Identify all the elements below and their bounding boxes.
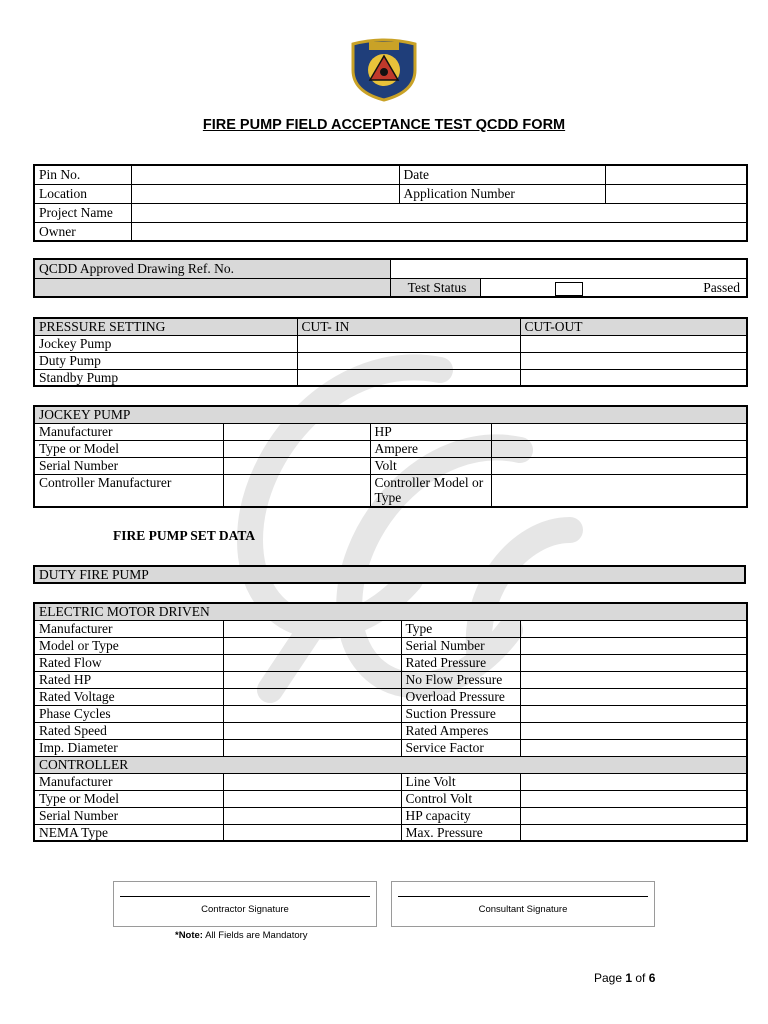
location-field[interactable] [131, 184, 399, 203]
test-status-label: Test Status [390, 278, 480, 297]
page-number: 1 [625, 971, 633, 985]
consultant-signature-box[interactable] [391, 881, 655, 927]
controller-row-left-field[interactable] [223, 773, 401, 790]
motor-row-left-label: Phase Cycles [34, 705, 223, 722]
project-name-field[interactable] [131, 203, 747, 222]
drawing-ref-label: QCDD Approved Drawing Ref. No. [34, 259, 390, 278]
jockey-volt-field[interactable] [491, 457, 747, 474]
motor-row-right-label: Overload Pressure [401, 688, 520, 705]
pin-no-label: Pin No. [34, 165, 131, 184]
motor-row-right-label: Service Factor [401, 739, 520, 756]
jockey-serial-field[interactable] [223, 457, 370, 474]
consultant-signature-line [398, 896, 648, 897]
controller-row-right-label: Control Volt [401, 790, 520, 807]
motor-row-right-field[interactable] [520, 620, 747, 637]
jockey-type-label: Type or Model [34, 440, 223, 457]
standby-pump-label: Standby Pump [34, 369, 297, 386]
duty-fire-pump-header: DUTY FIRE PUMP [34, 566, 745, 583]
duty-cut-in-field[interactable] [297, 352, 520, 369]
jockey-controller-model-label: Controller Model or Type [370, 474, 491, 507]
mandatory-note [175, 930, 308, 941]
motor-row-left-label: Rated Speed [34, 722, 223, 739]
motor-row-left-field[interactable] [223, 620, 401, 637]
jockey-ampere-label: Ampere [370, 440, 491, 457]
page-prefix: Page [594, 971, 626, 985]
jockey-cut-in-field[interactable] [297, 335, 520, 352]
owner-field[interactable] [131, 222, 747, 241]
application-number-label: Application Number [399, 184, 605, 203]
motor-row-right-field[interactable] [520, 705, 747, 722]
motor-row-left-field[interactable] [223, 705, 401, 722]
motor-row-left-label: Imp. Diameter [34, 739, 223, 756]
owner-label: Owner [34, 222, 131, 241]
motor-row-left-label: Rated Flow [34, 654, 223, 671]
motor-row-left-label: Manufacturer [34, 620, 223, 637]
drawing-ref-table [33, 258, 748, 298]
jockey-hp-label: HP [370, 423, 491, 440]
jockey-type-field[interactable] [223, 440, 370, 457]
electric-motor-table [33, 602, 748, 842]
contractor-signature-line [120, 896, 370, 897]
duty-pump-label: Duty Pump [34, 352, 297, 369]
jockey-pump-header: JOCKEY PUMP [34, 406, 747, 423]
motor-row-right-label: Rated Amperes [401, 722, 520, 739]
controller-row-right-field[interactable] [520, 807, 747, 824]
page-total: 6 [648, 971, 656, 985]
pressure-setting-header: PRESSURE SETTING [34, 318, 297, 335]
motor-row-right-field[interactable] [520, 688, 747, 705]
controller-row-right-field[interactable] [520, 824, 747, 841]
controller-row-right-label: HP capacity [401, 807, 520, 824]
jockey-controller-model-field[interactable] [491, 474, 747, 507]
jockey-pump-label: Jockey Pump [34, 335, 297, 352]
date-field[interactable] [605, 165, 747, 184]
controller-row-right-label: Max. Pressure [401, 824, 520, 841]
jockey-serial-label: Serial Number [34, 457, 223, 474]
motor-row-left-field[interactable] [223, 722, 401, 739]
form-title: FIRE PUMP FIELD ACCEPTANCE TEST QCDD FORM [202, 117, 566, 133]
motor-row-right-label: Serial Number [401, 637, 520, 654]
motor-row-left-field[interactable] [223, 654, 401, 671]
passed-label: Passed [703, 279, 740, 295]
passed-checkbox[interactable] [555, 282, 583, 296]
consultant-signature-label: Consultant Signature [478, 904, 568, 915]
page-of: of [632, 971, 649, 985]
drawing-ref-blank [34, 278, 390, 297]
project-name-label: Project Name [34, 203, 131, 222]
note-prefix: *Note: [175, 930, 203, 941]
location-label: Location [34, 184, 131, 203]
controller-row-left-label: Serial Number [34, 807, 223, 824]
contractor-signature-label: Contractor Signature [201, 904, 289, 915]
motor-row-right-field[interactable] [520, 637, 747, 654]
motor-row-right-label: No Flow Pressure [401, 671, 520, 688]
general-info-table [33, 164, 748, 242]
jockey-controller-manufacturer-label: Controller Manufacturer [34, 474, 223, 507]
motor-row-left-field[interactable] [223, 671, 401, 688]
motor-row-right-label: Rated Pressure [401, 654, 520, 671]
duty-fire-pump-table [33, 565, 746, 584]
controller-row-left-field[interactable] [223, 824, 401, 841]
motor-row-left-field[interactable] [223, 637, 401, 654]
page-indicator [594, 971, 655, 985]
controller-row-left-field[interactable] [223, 790, 401, 807]
date-label: Date [399, 165, 605, 184]
jockey-hp-field[interactable] [491, 423, 747, 440]
electric-motor-header: ELECTRIC MOTOR DRIVEN [34, 603, 747, 620]
pin-no-field[interactable] [131, 165, 399, 184]
jockey-manufacturer-label: Manufacturer [34, 423, 223, 440]
cut-in-header: CUT- IN [297, 318, 520, 335]
drawing-ref-field[interactable] [390, 259, 747, 278]
set-data-subtitle: FIRE PUMP SET DATA [113, 528, 256, 543]
motor-row-right-field[interactable] [520, 654, 747, 671]
motor-row-left-field[interactable] [223, 688, 401, 705]
civil-defence-logo [345, 36, 423, 102]
application-number-field[interactable] [605, 184, 747, 203]
standby-cut-in-field[interactable] [297, 369, 520, 386]
jockey-cut-out-field[interactable] [520, 335, 747, 352]
controller-row-left-label: Manufacturer [34, 773, 223, 790]
controller-header: CONTROLLER [34, 756, 747, 773]
controller-row-left-label: Type or Model [34, 790, 223, 807]
motor-row-left-label: Rated HP [34, 671, 223, 688]
jockey-manufacturer-field[interactable] [223, 423, 370, 440]
controller-row-right-field[interactable] [520, 790, 747, 807]
cut-out-header: CUT-OUT [520, 318, 747, 335]
motor-row-right-field[interactable] [520, 671, 747, 688]
motor-row-right-label: Type [401, 620, 520, 637]
pressure-setting-table [33, 317, 748, 387]
jockey-controller-manufacturer-field[interactable] [223, 474, 370, 507]
jockey-pump-table [33, 405, 748, 508]
controller-row-left-field[interactable] [223, 807, 401, 824]
standby-cut-out-field[interactable] [520, 369, 747, 386]
controller-row-right-label: Line Volt [401, 773, 520, 790]
contractor-signature-box[interactable] [113, 881, 377, 927]
motor-row-right-field[interactable] [520, 722, 747, 739]
duty-cut-out-field[interactable] [520, 352, 747, 369]
motor-row-right-field[interactable] [520, 739, 747, 756]
motor-row-right-label: Suction Pressure [401, 705, 520, 722]
controller-row-right-field[interactable] [520, 773, 747, 790]
controller-row-left-label: NEMA Type [34, 824, 223, 841]
note-text: All Fields are Mandatory [202, 930, 308, 941]
motor-row-left-field[interactable] [223, 739, 401, 756]
motor-row-left-label: Model or Type [34, 637, 223, 654]
jockey-ampere-field[interactable] [491, 440, 747, 457]
jockey-volt-label: Volt [370, 457, 491, 474]
motor-row-left-label: Rated Voltage [34, 688, 223, 705]
test-status-cell [480, 278, 747, 297]
